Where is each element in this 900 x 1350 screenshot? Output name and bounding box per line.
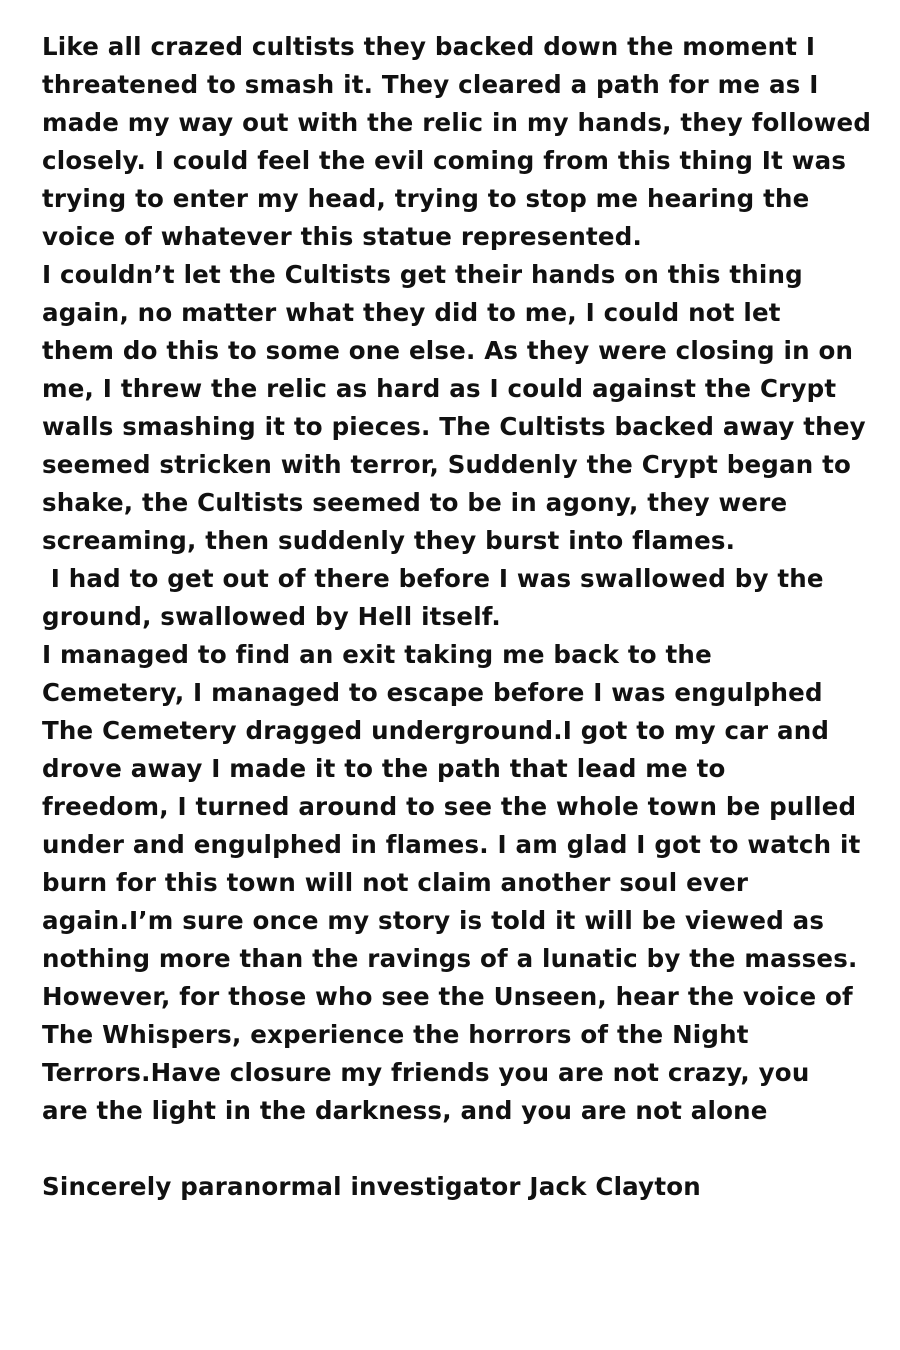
text-line: again, no matter what they did to me, I could not let xyxy=(42,298,781,327)
text-line: are the light in the darkness, and you are not alone xyxy=(42,1096,768,1125)
document-page xyxy=(42,28,872,1206)
text-line: ground, swallowed by Hell itself. xyxy=(42,602,501,631)
text-line: made my way out with the relic in my hands, they followed xyxy=(42,108,872,137)
text-line: The Whispers, experience the horrors of the Night xyxy=(42,1020,749,1049)
text-line: screaming, then suddenly they burst into flames. xyxy=(42,526,736,555)
text-line: The Cemetery dragged underground.I got to my car and xyxy=(42,716,830,745)
text-line: walls smashing it to pieces. The Cultists backed away they xyxy=(42,412,866,441)
paragraph-gap xyxy=(42,1130,872,1168)
text-line: However, for those who see the Unseen, hear the voice of xyxy=(42,982,853,1011)
text-line: I managed to find an exit taking me back to the xyxy=(42,640,712,669)
text-line: again.I’m sure once my story is told it will be viewed as xyxy=(42,906,825,935)
text-line: I couldn’t let the Cultists get their hands on this thing xyxy=(42,260,803,289)
text-line: freedom, I turned around to see the whole town be pulled xyxy=(42,792,857,821)
signature: Sincerely paranormal investigator Jack Clayton xyxy=(42,1172,701,1201)
text-line: threatened to smash it. They cleared a path for me as I xyxy=(42,70,819,99)
text-line: drove away I made it to the path that lead me to xyxy=(42,754,726,783)
text-line: under and engulphed in flames. I am glad I got to watch it xyxy=(42,830,861,859)
text-line: them do this to some one else. As they were closing in on xyxy=(42,336,854,365)
text-line: voice of whatever this statue represented. xyxy=(42,222,642,251)
text-line: trying to enter my head, trying to stop me hearing the xyxy=(42,184,810,213)
text-line: nothing more than the ravings of a lunatic by the masses. xyxy=(42,944,858,973)
text-line: I had to get out of there before I was swallowed by the xyxy=(42,564,824,593)
text-line: burn for this town will not claim another soul ever xyxy=(42,868,749,897)
text-line: shake, the Cultists seemed to be in agony, they were xyxy=(42,488,788,517)
text-line: Terrors.Have closure my friends you are not crazy, you xyxy=(42,1058,810,1087)
text-line: me, I threw the relic as hard as I could against the Crypt xyxy=(42,374,837,403)
text-line: Like all crazed cultists they backed down the moment I xyxy=(42,32,816,61)
text-line: Cemetery, I managed to escape before I was engulphed xyxy=(42,678,823,707)
text-line: seemed stricken with terror, Suddenly the Crypt began to xyxy=(42,450,852,479)
body-text xyxy=(42,28,872,1130)
text-line: closely. I could feel the evil coming from this thing It was xyxy=(42,146,847,175)
